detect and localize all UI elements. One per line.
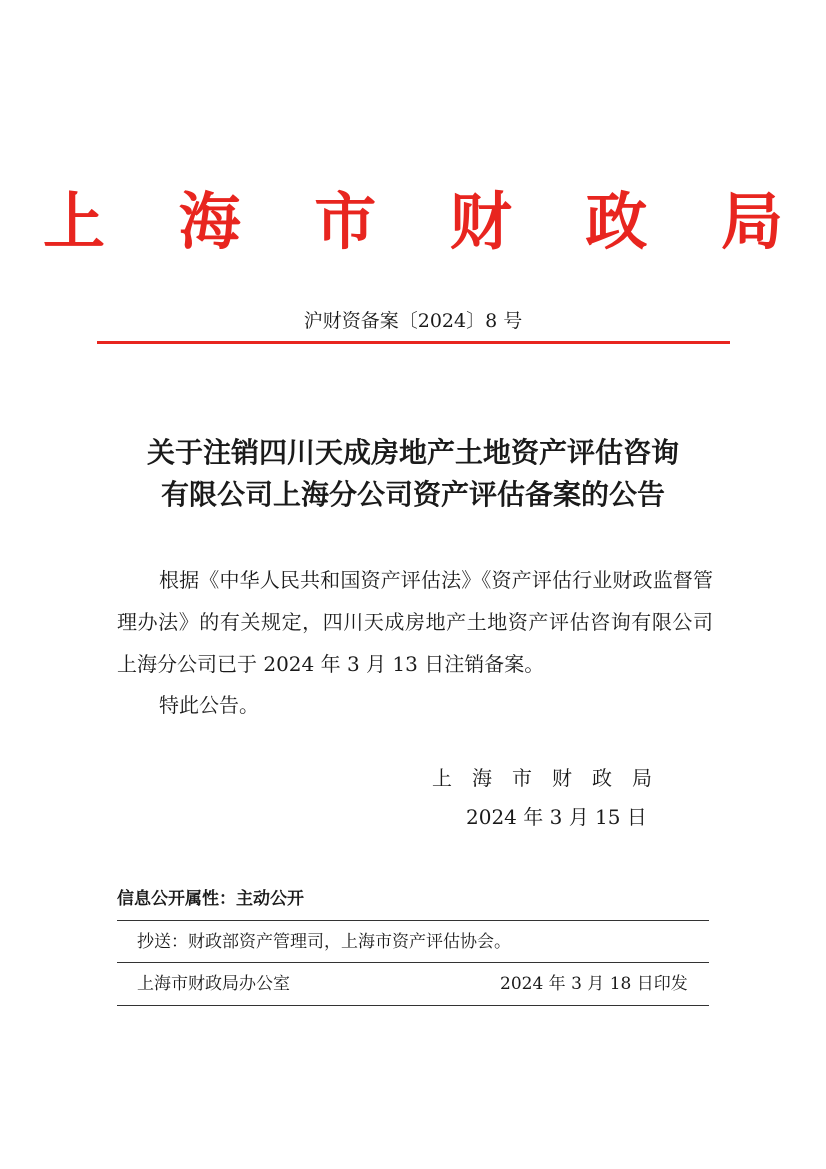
red-divider xyxy=(97,341,730,344)
issuer-heading: 上 海 市 财 政 局 xyxy=(43,185,809,258)
signature-date: 2024 年 3 月 15 日 xyxy=(466,805,647,829)
body-paragraph-1: 根据《中华人民共和国资产评估法》《资产评估行业财政监督管理办法》的有关规定，四川天成房地产土地资产评估咨询有限公司上海分公司已于 2024 年 3 月 13 日注销备案。 xyxy=(117,568,713,676)
footer-rule-bottom xyxy=(117,1005,709,1006)
notice-title xyxy=(0,432,826,516)
issuing-office: 上海市财政局办公室 xyxy=(137,974,290,994)
footer-rule-top xyxy=(117,920,709,921)
title-line-2: 有限公司上海分公司资产评估备案的公告 xyxy=(160,478,665,511)
title-line-1: 关于注销四川天成房地产土地资产评估咨询 xyxy=(146,436,679,469)
body-paragraph-2: 特此公告。 xyxy=(159,693,259,717)
document-number: 沪财资备案〔2024〕8 号 xyxy=(303,310,523,332)
disclosure-attribute: 信息公开属性：主动公开 xyxy=(117,889,304,909)
print-date: 2024 年 3 月 18 日印发 xyxy=(500,974,688,994)
footer-rule-middle xyxy=(117,962,709,963)
cc-line: 抄送：财政部资产管理司，上海市资产评估协会。 xyxy=(137,932,511,952)
signature-organization: 上海市财政局 xyxy=(432,766,672,790)
